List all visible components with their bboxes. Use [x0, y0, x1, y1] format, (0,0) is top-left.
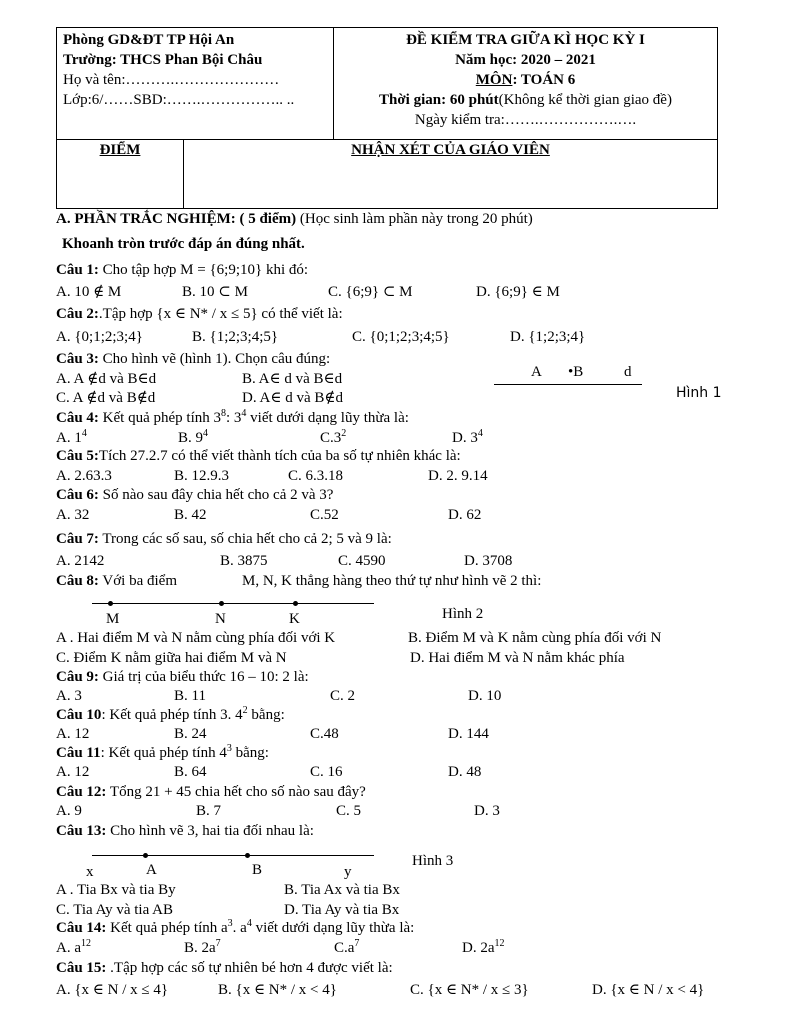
q8-option-d[interactable]: D. Hai điểm M và N nằm khác phía	[410, 650, 625, 666]
q14-option-b[interactable]: B. $2a^7$	[184, 938, 221, 956]
question-12: Câu 12: Tổng 21 + 45 chia hết cho số nào sau đây?	[56, 784, 366, 800]
q7-option-d[interactable]: D. 3708	[464, 553, 513, 569]
question-7: Câu 7: Trong các số sau, số chia hết cho cả 2; 5 và 9 là:	[56, 531, 392, 547]
q15-option-b[interactable]: B. {x ∈ N* / x < 4}	[218, 982, 337, 998]
q2-option-c[interactable]: C. {0;1;2;3;4;5}	[352, 329, 450, 345]
question-6: Câu 6: Số nào sau đây chia hết cho cả 2 và 3?	[56, 487, 334, 503]
q13-option-d[interactable]: D. Tia Ay và tia Bx	[284, 902, 400, 918]
fig3-line	[92, 855, 374, 856]
question-9: Câu 9: Giá trị của biểu thức 16 – 10: 2 là:	[56, 669, 309, 685]
q1-option-a[interactable]: A. 10 ∉ M	[56, 284, 122, 300]
score-box[interactable]	[57, 140, 184, 208]
fig1-line-d-label: d	[624, 364, 632, 380]
fig3-point-b	[245, 853, 250, 858]
q13-option-a[interactable]: A . Tia Bx và tia By	[56, 882, 176, 898]
q1-option-c[interactable]: C. {6;9} ⊂ M	[328, 284, 413, 300]
q5-option-b[interactable]: B. 12.9.3	[174, 468, 230, 484]
fig3-caption: Hình 3	[412, 853, 454, 869]
q2-option-d[interactable]: D. {1;2;3;4}	[510, 329, 586, 345]
q9-option-a[interactable]: A. 3	[56, 688, 82, 704]
fig3-label-b: B	[252, 862, 263, 878]
q14-option-d[interactable]: D. $2a^{12}$	[462, 938, 505, 956]
q15-option-c[interactable]: C. {x ∈ N* / x ≤ 3}	[410, 982, 529, 998]
q15-option-d[interactable]: D. {x ∈ N / x < 4}	[592, 982, 705, 998]
q5-option-d[interactable]: D. 2. 9.14	[428, 468, 488, 484]
q6-option-c[interactable]: C.52	[310, 507, 339, 523]
q9-option-d[interactable]: D. 10	[468, 688, 502, 704]
q11-option-d[interactable]: D. 48	[448, 764, 482, 780]
q10-option-c[interactable]: C.48	[310, 726, 339, 742]
q3-option-d[interactable]: D. A∈ d và B∉d	[242, 390, 343, 406]
header-right-cell	[334, 28, 718, 140]
q13-option-c[interactable]: C. Tia Ay và tia AB	[56, 902, 173, 918]
school-name: Trường: THCS Phan Bội Châu	[63, 52, 263, 68]
fig2-caption: Hình 2	[442, 606, 484, 622]
header-left-cell	[57, 28, 334, 140]
section-title: A. PHẦN TRẮC NGHIỆM: ( 5 điểm) (Học sinh làm phần này trong 20 phút)	[56, 211, 533, 227]
fig2-point-k	[293, 601, 298, 606]
question-4: Câu 4: Kết quả phép tính $3^8$: $3^4$ viết dưới dạng lũy thừa là:	[56, 408, 409, 426]
time-note: (Không kể thời gian giao đề)	[498, 92, 672, 108]
question-14: Câu 14: Kết quả phép tính $a^3$. $a^4$ viết dưới dạng lũy thừa là:	[56, 918, 415, 936]
comment-label: NHẬN XÉT CỦA GIÁO VIÊN	[351, 142, 550, 158]
question-5: Câu 5:Tích 27.2.7 có thể viết thành tích của ba số tự nhiên khác là:	[56, 448, 461, 464]
fig1-point-b: •B	[568, 364, 584, 380]
fig2-label-n: N	[215, 611, 226, 627]
question-8-cont: M, N, K thẳng hàng theo thứ tự như hình vẽ 2 thì:	[242, 573, 542, 589]
time-limit: Thời gian: 60 phút	[379, 92, 499, 108]
q10-option-d[interactable]: D. 144	[448, 726, 489, 742]
fig3-label-x: x	[86, 864, 94, 880]
q4-option-d[interactable]: D. $3^4$	[452, 428, 483, 446]
q8-option-b[interactable]: B. Điểm M và K nằm cùng phía đối với N	[408, 630, 662, 646]
exam-date-field[interactable]: Ngày kiểm tra:…….…………….….	[414, 112, 637, 128]
q6-option-a[interactable]: A. 32	[56, 507, 90, 523]
q4-option-b[interactable]: B. $9^4$	[178, 428, 209, 446]
q9-option-c[interactable]: C. 2	[330, 688, 356, 704]
student-name-field[interactable]: Họ và tên:……….…………………	[63, 72, 280, 88]
dept-name: Phòng GD&ĐT TP Hội An	[63, 32, 235, 48]
q8-option-a[interactable]: A . Hai điểm M và N nằm cùng phía đối với K	[56, 630, 336, 646]
fig1-line-d	[494, 384, 642, 385]
q5-option-c[interactable]: C. 6.3.18	[288, 468, 344, 484]
fig3-point-a	[143, 853, 148, 858]
q4-option-c[interactable]: $C.3^2$	[320, 428, 347, 446]
subject-name: : TOÁN 6	[512, 72, 576, 88]
q3-option-a[interactable]: A. A ∉d và B∈d	[56, 371, 157, 387]
q8-option-c[interactable]: C. Điểm K nằm giữa hai điểm M và N	[56, 650, 287, 666]
q6-option-b[interactable]: B. 42	[174, 507, 207, 523]
q11-option-a[interactable]: A. 12	[56, 764, 90, 780]
fig1-point-a: A	[531, 364, 542, 380]
q6-option-d[interactable]: D. 62	[448, 507, 482, 523]
school-year: Năm học: 2020 – 2021	[455, 52, 596, 68]
q12-option-c[interactable]: C. 5	[336, 803, 362, 819]
q1-option-d[interactable]: D. {6;9} ∈ M	[476, 284, 560, 300]
fig2-label-k: K	[289, 611, 300, 627]
q12-option-d[interactable]: D. 3	[474, 803, 500, 819]
subject-label: MÔN	[475, 72, 513, 88]
exam-title: ĐỀ KIỂM TRA GIỮA KÌ HỌC KỲ I	[406, 32, 645, 48]
q7-option-b[interactable]: B. 3875	[220, 553, 268, 569]
question-2: Câu 2:.Tập hợp {x ∈ N* / x ≤ 5} có thể viết là:	[56, 306, 343, 322]
q2-option-a[interactable]: A. {0;1;2;3;4}	[56, 329, 143, 345]
q15-option-a[interactable]: A. {x ∈ N / x ≤ 4}	[56, 982, 169, 998]
q10-option-b[interactable]: B. 24	[174, 726, 207, 742]
question-3: Câu 3: Cho hình vẽ (hình 1). Chọn câu đúng:	[56, 351, 331, 367]
fig3-label-a: A	[146, 862, 157, 878]
score-label: ĐIỂM	[99, 142, 141, 158]
q13-option-b[interactable]: B. Tia Ax và tia Bx	[284, 882, 400, 898]
q7-option-c[interactable]: C. 4590	[338, 553, 386, 569]
question-11: Câu 11: Kết quả phép tính $4^3$ bằng:	[56, 743, 269, 761]
q11-option-c[interactable]: C. 16	[310, 764, 343, 780]
question-1: Câu 1: Cho tập hợp M = {6;9;10} khi đó:	[56, 262, 309, 278]
q12-option-b[interactable]: B. 7	[196, 803, 222, 819]
q5-option-a[interactable]: A. 2.63.3	[56, 468, 112, 484]
question-8: Câu 8: Với ba điểm	[56, 573, 177, 589]
q14-option-a[interactable]: A. $a^{12}$	[56, 938, 91, 956]
header-table	[56, 27, 718, 209]
teacher-comment-box[interactable]	[184, 140, 717, 208]
section-instruction: Khoanh tròn trước đáp án đúng nhất.	[62, 236, 305, 252]
class-sbd-field[interactable]: Lớp:6/……SBD:…….…………….. ..	[63, 92, 295, 108]
q4-option-a[interactable]: A. $1^4$	[56, 428, 87, 446]
question-15: Câu 15: .Tập hợp các số tự nhiên bé hơn 4 được viết là:	[56, 960, 393, 976]
q10-option-a[interactable]: A. 12	[56, 726, 90, 742]
q3-option-c[interactable]: C. A ∉d và B∉d	[56, 390, 156, 406]
score-comment-row	[57, 140, 718, 209]
q9-option-b[interactable]: B. 11	[174, 688, 206, 704]
q11-option-b[interactable]: B. 64	[174, 764, 207, 780]
question-13: Câu 13: Cho hình vẽ 3, hai tia đối nhau là:	[56, 823, 314, 839]
fig2-point-m	[108, 601, 113, 606]
fig1-caption: Hình 1	[676, 385, 722, 401]
fig2-line	[92, 603, 374, 604]
fig2-point-n	[219, 601, 224, 606]
q3-option-b[interactable]: B. A∈ d và B∈d	[242, 371, 343, 387]
question-10: Câu 10: Kết quả phép tính 3. $4^2$ bằng:	[56, 705, 285, 723]
fig2-label-m: M	[106, 611, 120, 627]
q7-option-a[interactable]: A. 2142	[56, 553, 105, 569]
fig3-label-y: y	[344, 864, 352, 880]
q14-option-c[interactable]: $C.a^7$	[334, 938, 360, 956]
q12-option-a[interactable]: A. 9	[56, 803, 82, 819]
q2-option-b[interactable]: B. {1;2;3;4;5}	[192, 329, 279, 345]
q1-option-b[interactable]: B. 10 ⊂ M	[182, 284, 248, 300]
